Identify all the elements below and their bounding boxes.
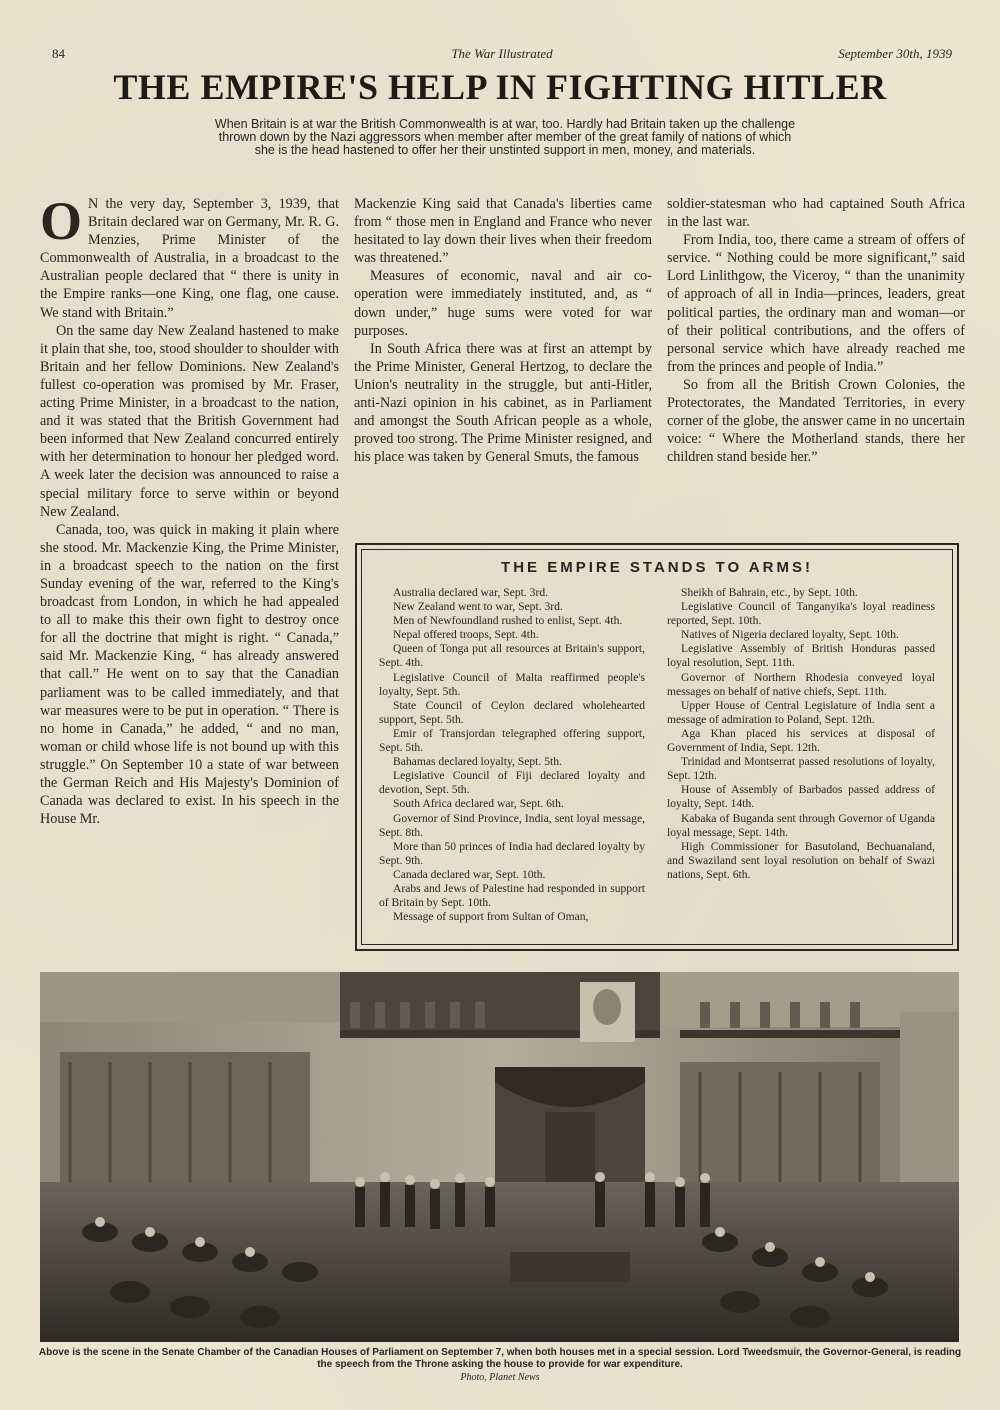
list-item: Queen of Tonga put all resources at Britain's support, Sept. 4th. bbox=[379, 642, 645, 670]
list-item: State Council of Ceylon declared wholehearted support, Sept. 5th. bbox=[379, 698, 645, 726]
list-item: Australia declared war, Sept. 3rd. bbox=[393, 586, 549, 599]
list-item: Legislative Assembly of British Honduras passed loyal resolution, Sept. 11th. bbox=[667, 642, 935, 670]
list-item: Bahamas declared loyalty, Sept. 5th. bbox=[393, 755, 562, 769]
list-item: Trinidad and Montserrat passed resolutions of loyalty, Sept. 12th. bbox=[667, 755, 935, 783]
paragraph: Canada, too, was quick in making it plain where she stood. Mr. Mackenzie King, the Prime Minister, in a broadcast speech to the nation on the first Sunday evening of the war, referred to the King's broadcast from London, in which he had appealed to all to make this their own fight to destroy once for all the doctrine that might is right. “ Canada,” said Mr. Mackenzie King, “ has already answered that call.” He went on to say that the Canadian parliament was to be called immediately, and that war measures were to be put in operation. “ There is no home in Canada,” he added, “ and no man, woman or child whose life is not bound up with this struggle.” On September 10 a state of war between the German Reich and His Majesty's Dominion of Canada was declared to exist. In his speech in the House Mr. bbox=[40, 521, 339, 828]
list-item: Natives of Nigeria declared loyalty, Sept. 10th. bbox=[681, 628, 899, 642]
list-item: Legislative Council of Tanganyika's loyal readiness reported, Sept. 10th. bbox=[667, 600, 935, 628]
list-item: Legislative Council of Fiji declared loyalty and devotion, Sept. 5th. bbox=[379, 769, 645, 797]
list-item: Emir of Transjordan telegraphed offering support, Sept. 5th. bbox=[379, 726, 645, 755]
list-item: Aga Khan placed his services at disposal of Government of India, Sept. 12th. bbox=[667, 726, 935, 755]
paragraph: Measures of economic, naval and air co-operation were immediately instituted, and, as “ down under,” huge sums were voted for war purposes. bbox=[354, 268, 652, 339]
article-title: THE EMPIRE'S HELP IN FIGHTING HITLER bbox=[113, 67, 887, 107]
list-item: House of Assembly of Barbados passed address of loyalty, Sept. 14th. bbox=[667, 783, 935, 811]
paragraph: In South Africa there was at first an attempt by the Prime Minister, General Hertzog, to declare the Union's neutrality in the struggle, but anti-Hitler, anti-Nazi opinion in his cabinet, as in Parliament and amongst the South African people as a whole, proved too strong. The Prime Minister resigned, and his place was taken by General Smuts, the famous bbox=[354, 340, 652, 466]
paragraph: So from all the British Crown Colonies, the Protectorates, the Mandated Territories, in every corner of the globe, the answer came in no uncertain voice: “ Where the Motherland stands, there her children stand beside her.” bbox=[667, 376, 965, 466]
issue-date: September 30th, 1939 bbox=[838, 46, 952, 61]
article-column-1 bbox=[40, 191, 339, 828]
photo-illustration bbox=[40, 972, 959, 1342]
running-head bbox=[52, 46, 952, 64]
list-item: Canada declared war, Sept. 10th. bbox=[393, 867, 546, 881]
article-column-2 bbox=[354, 195, 652, 466]
drop-cap: O bbox=[40, 191, 83, 251]
box-title: THE EMPIRE STANDS TO ARMS! bbox=[501, 559, 813, 576]
empire-timeline-box bbox=[355, 543, 959, 951]
list-item: South Africa declared war, Sept. 6th. bbox=[393, 797, 564, 811]
article-column-3 bbox=[667, 195, 965, 466]
list-item: New Zealand went to war, Sept. 3rd. bbox=[393, 600, 563, 614]
list-item: Sheikh of Bahrain, etc., by Sept. 10th. bbox=[681, 586, 858, 599]
list-item: Message of support from Sultan of Oman, bbox=[393, 910, 589, 924]
photo-credit: Photo, Planet News bbox=[460, 1372, 540, 1383]
list-item: Governor of Sind Province, India, sent loyal message, Sept. 8th. bbox=[379, 811, 645, 839]
senate-chamber-photo bbox=[40, 972, 959, 1342]
paragraph: Mackenzie King said that Canada's liberties came from “ those men in England and France who never hesitated to lay down their lives when their freedom was threatened.” bbox=[354, 196, 652, 267]
list-item: Legislative Council of Malta reaffirmed people's loyalty, Sept. 5th. bbox=[379, 670, 645, 698]
page-number: 84 bbox=[52, 46, 65, 61]
list-item: Men of Newfoundland rushed to enlist, Sept. 4th. bbox=[393, 614, 623, 628]
list-item: High Commissioner for Basutoland, Bechuanaland, and Swaziland sent loyal resolution on behalf of Swazi nations, Sept. 6th. bbox=[667, 839, 935, 881]
box-list-column-2 bbox=[667, 586, 935, 882]
article-standfirst: When Britain is at war the British Commonwealth is at war, too. Hardly had Britain taken up the challenge thrown down by the Nazi aggressors when member after member of the great family of nations of which she is the head hastened to offer her their unstinted support in men, money, and materials. bbox=[214, 117, 796, 157]
paragraph: On the same day New Zealand hastened to make it plain that she, too, stood shoulder to shoulder with Britain and her fellow Dominions. New Zealand's fullest co-operation was promised by Mr. Fraser, acting Prime Minister, in a broadcast to the nation, and it was stated that the British Government had been informed that New Zealand concurred entirely with her determination to honour her pledged word. A week later the decision was announced to raise a special military force to serve within or beyond New Zealand. bbox=[40, 322, 339, 520]
list-item: Arabs and Jews of Palestine had responded in support of Britain by Sept. 10th. bbox=[379, 881, 645, 910]
photo-caption: Above is the scene in the Senate Chamber of the Canadian Houses of Parliament on September 7, when both houses met in a special session. Lord Tweedsmuir, the Governor-General, is reading the speech from the Throne asking the house to provide for war expenditure. bbox=[38, 1347, 962, 1370]
list-item: Upper House of Central Legislature of India sent a message of admiration to Poland, Sept. 12th. bbox=[667, 698, 935, 726]
paragraph: O N the very day, September 3, 1939, that Britain declared war on Germany, Mr. R. G. Menzies, Prime Minister of the Commonwealth of Australia, in a broadcast to the Australian people declared that “ there is unity in the Empire ranks—one King, one flag, one cause. We stand with Britain.” bbox=[40, 191, 339, 321]
box-list-column-1 bbox=[379, 586, 645, 924]
list-item: Kabaka of Buganda sent through Governor of Uganda loyal message, Sept. 14th. bbox=[667, 811, 935, 839]
list-item: Governor of Northern Rhodesia conveyed loyal messages on behalf of native chiefs, Sept. 11th. bbox=[667, 670, 935, 698]
paragraph: From India, too, there came a stream of offers of service. “ Nothing could be more significant,” said Lord Linlithgow, the Viceroy, “ than the unanimity of approach of all in India—princes, leaders, great political parties, the ordinary man and woman—or of their political contributions, and the offers of personal service which have already reached me from the princes and people of India.” bbox=[667, 232, 965, 375]
list-item: More than 50 princes of India had declared loyalty by Sept. 9th. bbox=[379, 839, 645, 867]
magazine-name: The War Illustrated bbox=[451, 46, 553, 61]
list-item: Nepal offered troops, Sept. 4th. bbox=[393, 628, 539, 642]
paragraph: soldier-statesman who had captained South Africa in the last war. bbox=[667, 196, 965, 231]
